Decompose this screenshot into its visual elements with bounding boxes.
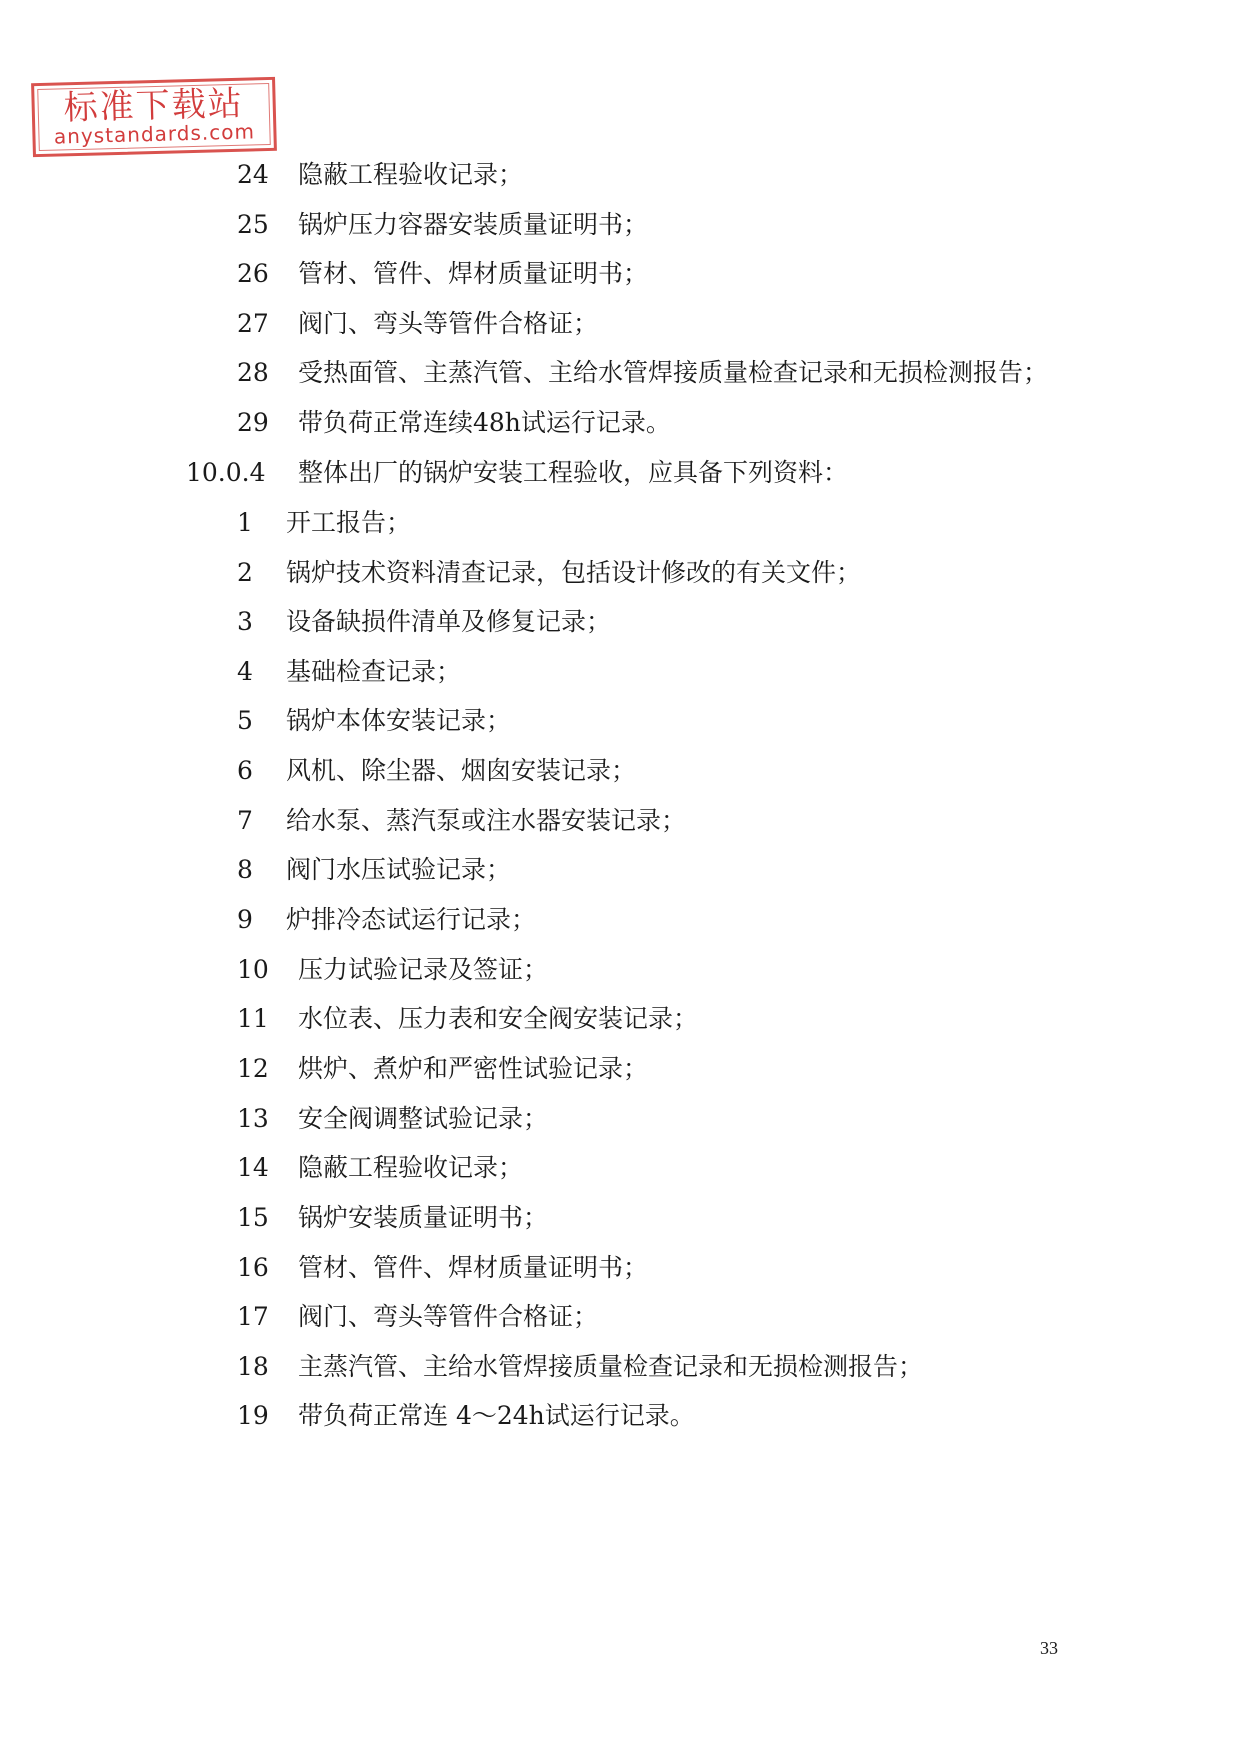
stamp-english-text: anystandards.com [53, 119, 256, 149]
item-number: 13 [237, 1104, 269, 1133]
item-text: 锅炉安装质量证明书； [298, 1203, 549, 1232]
item-text: 管材、管件、焊材质量证明书； [298, 259, 649, 288]
item-text: 受热面管、主蒸汽管、主给水管焊接质量检查记录和无损检测报告； [298, 358, 1049, 387]
item-text: 锅炉技术资料清查记录，包括设计修改的有关文件； [286, 558, 862, 587]
stamp-chinese-text: 标准下载站 [63, 83, 245, 129]
item-text: 烘炉、煮炉和严密性试验记录； [298, 1054, 649, 1083]
clause-text: 整体出厂的锅炉安装工程验收，应具备下列资料： [298, 458, 849, 487]
item-number: 2 [237, 558, 253, 587]
item-number: 5 [237, 706, 253, 735]
item-text: 基础检查记录； [286, 657, 462, 686]
item-text: 隐蔽工程验收记录； [298, 1153, 524, 1182]
item-number: 28 [237, 358, 269, 387]
item-text: 设备缺损件清单及修复记录； [286, 607, 612, 636]
item-number: 10 [237, 955, 269, 984]
clause-number: 10.0.4 [186, 458, 266, 487]
item-number: 15 [237, 1203, 269, 1232]
item-text: 管材、管件、焊材质量证明书； [298, 1253, 649, 1282]
item-number: 3 [237, 607, 253, 636]
item-text: 锅炉压力容器安装质量证明书； [298, 210, 649, 239]
item-number: 7 [237, 806, 253, 835]
item-text: 安全阀调整试验记录； [298, 1104, 549, 1133]
item-text: 隐蔽工程验收记录； [298, 160, 524, 189]
item-number: 29 [237, 408, 269, 437]
item-number: 11 [237, 1004, 269, 1033]
item-text: 压力试验记录及签证； [298, 955, 549, 984]
item-text: 开工报告； [286, 508, 412, 537]
item-number: 16 [237, 1253, 269, 1282]
item-number: 24 [237, 160, 269, 189]
watermark-stamp [31, 77, 277, 157]
item-number: 19 [237, 1401, 269, 1430]
item-text: 带负荷正常连 4～24h试运行记录。 [298, 1401, 695, 1430]
item-text: 水位表、压力表和安全阀安装记录； [298, 1004, 699, 1033]
item-text: 阀门、弯头等管件合格证； [298, 1302, 599, 1331]
item-number: 12 [237, 1054, 269, 1083]
item-number: 18 [237, 1352, 269, 1381]
item-number: 8 [237, 855, 253, 884]
item-number: 25 [237, 210, 269, 239]
item-number: 9 [237, 905, 253, 934]
item-text: 主蒸汽管、主给水管焊接质量检查记录和无损检测报告； [298, 1352, 924, 1381]
item-number: 4 [237, 657, 253, 686]
item-text: 给水泵、蒸汽泵或注水器安装记录； [286, 806, 687, 835]
item-text: 锅炉本体安装记录； [286, 706, 512, 735]
page-number: 33 [1040, 1638, 1058, 1658]
item-number: 1 [237, 508, 253, 537]
item-text: 阀门水压试验记录； [286, 855, 512, 884]
item-text: 风机、除尘器、烟囱安装记录； [286, 756, 637, 785]
item-number: 6 [237, 756, 253, 785]
item-number: 17 [237, 1302, 269, 1331]
item-text: 带负荷正常连续48h试运行记录。 [298, 408, 671, 437]
item-text: 阀门、弯头等管件合格证； [298, 309, 599, 338]
item-number: 26 [237, 259, 269, 288]
item-text: 炉排冷态试运行记录； [286, 905, 537, 934]
item-number: 27 [237, 309, 269, 338]
item-number: 14 [237, 1153, 269, 1182]
